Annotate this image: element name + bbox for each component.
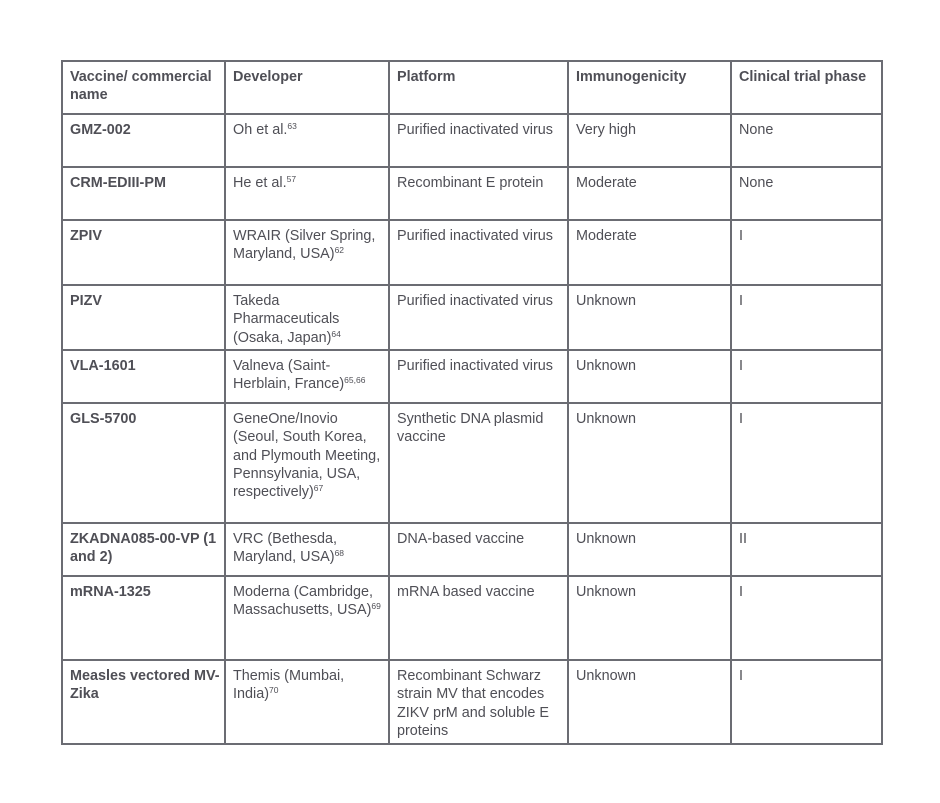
cell-platform: Purified inactivated virus bbox=[389, 350, 568, 403]
cell-developer bbox=[225, 114, 389, 167]
reference-number: 67 bbox=[313, 483, 324, 494]
header-vaccine: Vaccine/ commercial name bbox=[62, 61, 225, 114]
cell-vaccine: PIZV bbox=[62, 285, 225, 350]
developer-text: GeneOne/Inovio (Seoul, South Korea, and Plymouth Meeting, Pennsylvania, USA, respectively) bbox=[233, 411, 381, 501]
developer-text: Themis (Mumbai, India) bbox=[233, 668, 345, 703]
cell-platform: mRNA based vaccine bbox=[389, 576, 568, 660]
cell-developer bbox=[225, 285, 389, 350]
cell-platform: Purified inactivated virus bbox=[389, 285, 568, 350]
vaccine-table bbox=[61, 60, 883, 745]
cell-vaccine: mRNA-1325 bbox=[62, 576, 225, 660]
cell-phase: I bbox=[731, 576, 882, 660]
cell-immunogenicity: Unknown bbox=[568, 660, 731, 744]
cell-immunogenicity: Very high bbox=[568, 114, 731, 167]
reference-number: 69 bbox=[371, 601, 381, 612]
reference-number: 62 bbox=[334, 245, 345, 256]
cell-phase: I bbox=[731, 350, 882, 403]
cell-phase: I bbox=[731, 403, 882, 523]
cell-developer bbox=[225, 576, 389, 660]
table-row bbox=[62, 660, 882, 744]
developer-text: Valneva (Saint-Herblain, France) bbox=[233, 358, 345, 393]
developer-text: WRAIR (Silver Spring, Maryland, USA) bbox=[233, 228, 376, 263]
cell-developer bbox=[225, 660, 389, 744]
table-row bbox=[62, 220, 882, 285]
developer-text: VRC (Bethesda, Maryland, USA) bbox=[233, 531, 337, 566]
developer-text: Moderna (Cambridge, Massachusetts, USA) bbox=[233, 584, 373, 619]
cell-immunogenicity: Unknown bbox=[568, 285, 731, 350]
header-row bbox=[62, 61, 882, 114]
table-row bbox=[62, 167, 882, 220]
table-row bbox=[62, 114, 882, 167]
reference-number: 64 bbox=[331, 328, 341, 339]
cell-vaccine: ZPIV bbox=[62, 220, 225, 285]
cell-developer bbox=[225, 523, 389, 576]
cell-platform: Recombinant E protein bbox=[389, 167, 568, 220]
cell-developer bbox=[225, 350, 389, 403]
table-row bbox=[62, 403, 882, 523]
table-row bbox=[62, 576, 882, 660]
developer-text: He et al. bbox=[233, 175, 287, 191]
reference-number: 65,66 bbox=[344, 375, 366, 386]
cell-phase: I bbox=[731, 285, 882, 350]
cell-developer bbox=[225, 167, 389, 220]
cell-vaccine: Measles vectored MV-Zika bbox=[62, 660, 225, 744]
table-row bbox=[62, 285, 882, 350]
cell-platform: DNA-based vaccine bbox=[389, 523, 568, 576]
reference-number: 63 bbox=[287, 121, 297, 131]
cell-phase: None bbox=[731, 114, 882, 167]
cell-phase: None bbox=[731, 167, 882, 220]
header-clinical-trial-phase: Clinical trial phase bbox=[731, 61, 882, 114]
cell-platform: Synthetic DNA plasmid vaccine bbox=[389, 403, 568, 523]
header-developer: Developer bbox=[225, 61, 389, 114]
cell-vaccine: GLS-5700 bbox=[62, 403, 225, 523]
cell-vaccine: GMZ-002 bbox=[62, 114, 225, 167]
table-row bbox=[62, 523, 882, 576]
reference-number: 70 bbox=[269, 685, 279, 696]
reference-number: 68 bbox=[334, 548, 345, 559]
developer-text: Oh et al. bbox=[233, 122, 288, 138]
cell-immunogenicity: Moderate bbox=[568, 167, 731, 220]
developer-text: Takeda Pharmaceuticals (Osaka, Japan) bbox=[233, 293, 340, 346]
cell-platform: Purified inactivated virus bbox=[389, 114, 568, 167]
cell-immunogenicity: Unknown bbox=[568, 523, 731, 576]
cell-vaccine: CRM-EDIII-PM bbox=[62, 167, 225, 220]
cell-immunogenicity: Unknown bbox=[568, 403, 731, 523]
cell-vaccine: VLA-1601 bbox=[62, 350, 225, 403]
cell-immunogenicity: Moderate bbox=[568, 220, 731, 285]
cell-phase: II bbox=[731, 523, 882, 576]
cell-immunogenicity: Unknown bbox=[568, 350, 731, 403]
cell-vaccine: ZKADNA085-00-VP (1 and 2) bbox=[62, 523, 225, 576]
reference-number: 57 bbox=[286, 174, 297, 184]
cell-developer bbox=[225, 220, 389, 285]
cell-phase: I bbox=[731, 660, 882, 744]
table-row bbox=[62, 350, 882, 403]
cell-platform: Purified inactivated virus bbox=[389, 220, 568, 285]
cell-developer bbox=[225, 403, 389, 523]
header-platform: Platform bbox=[389, 61, 568, 114]
header-immunogenicity: Immunogenicity bbox=[568, 61, 731, 114]
cell-immunogenicity: Unknown bbox=[568, 576, 731, 660]
cell-phase: I bbox=[731, 220, 882, 285]
cell-platform: Recombinant Schwarz strain MV that encodes ZIKV prM and soluble E proteins bbox=[389, 660, 568, 744]
